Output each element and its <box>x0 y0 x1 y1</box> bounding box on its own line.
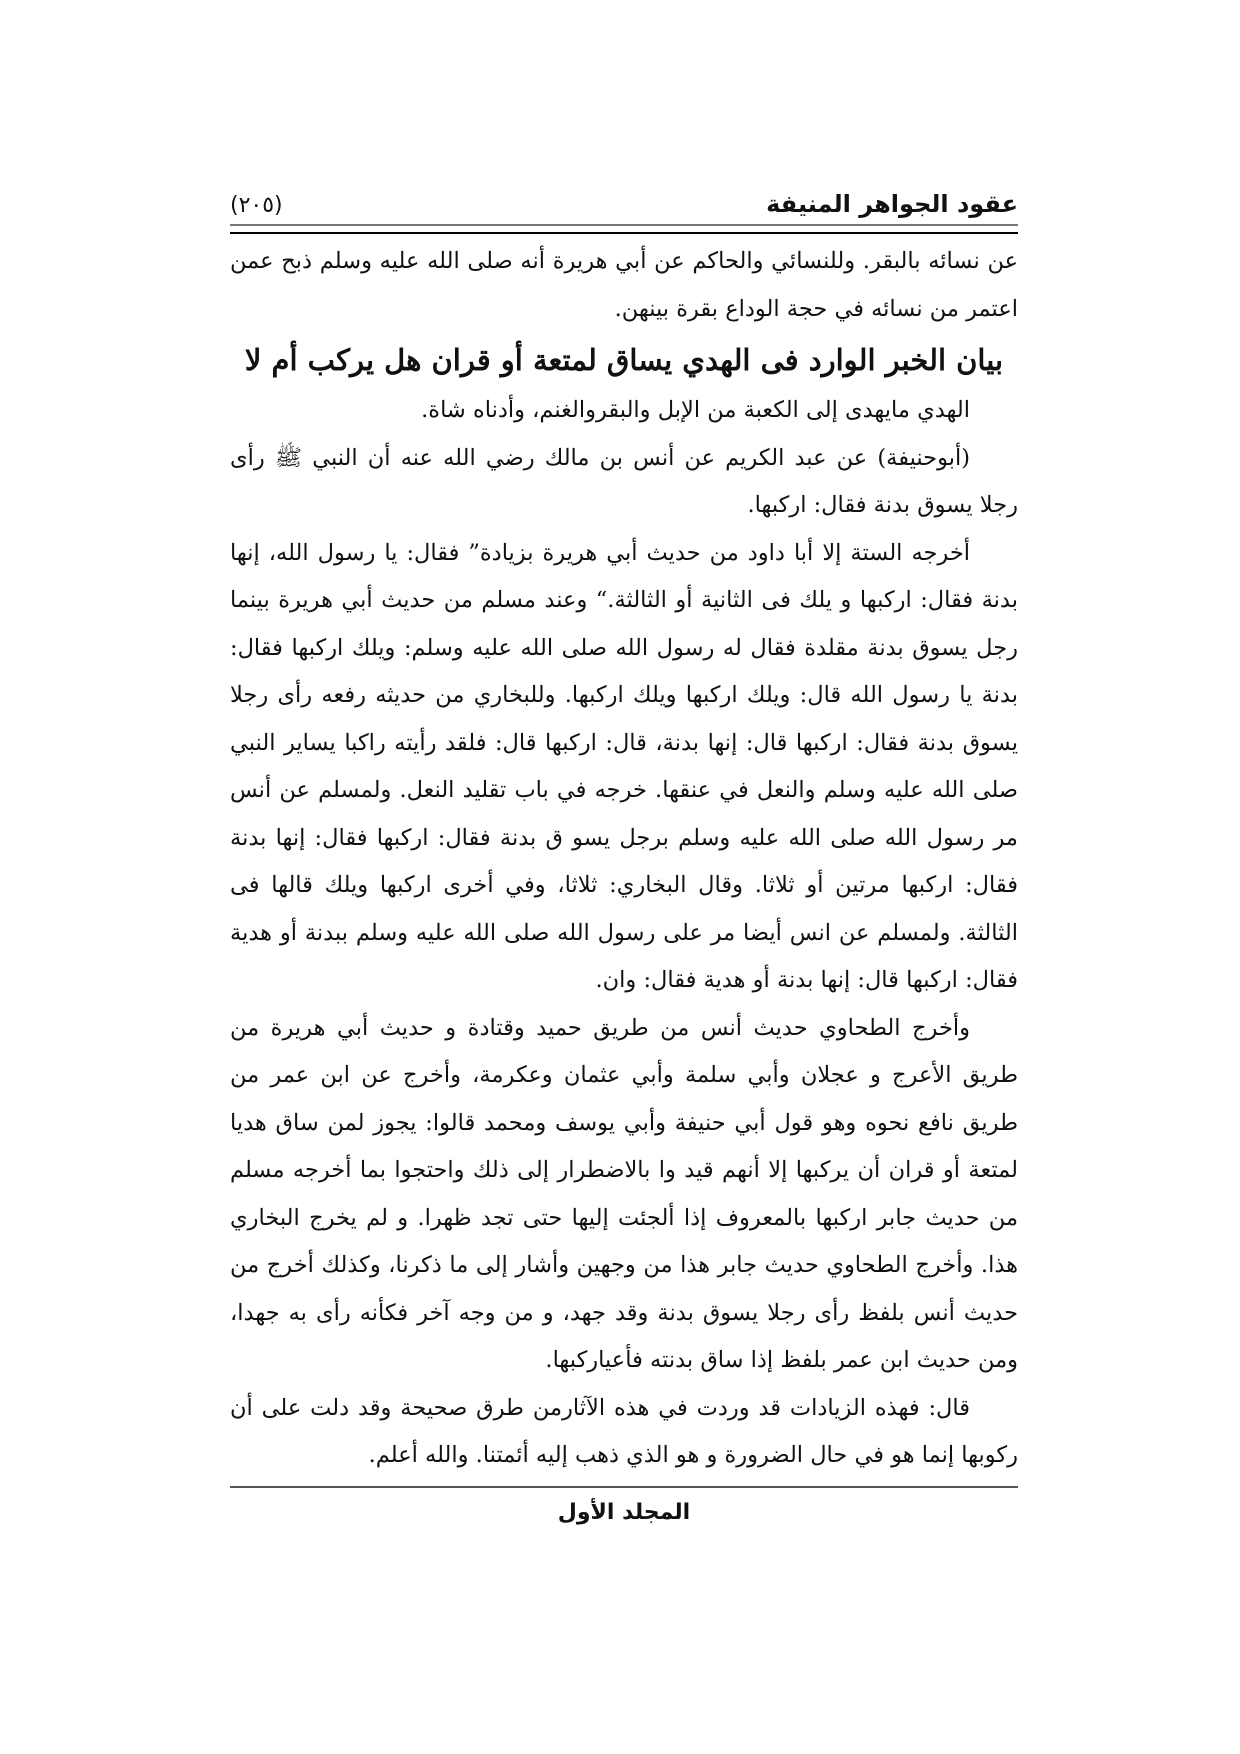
section-heading: بيان الخبر الوارد فى الهدي يساق لمتعة أو قران هل يركب أم لا <box>244 343 1004 377</box>
paragraph-conclusion: قال: فهذه الزيادات قد وردت في هذه الآثارمن طرق صحيحة وقد دلت على أن ركوبها إنما هو في حال الضرورة و هو الذي ذهب إليه أئمتنا. والله أعلم. <box>230 1394 1018 1468</box>
footer-rule <box>230 1486 1018 1488</box>
paragraph-tahawi: وأخرج الطحاوي حديث أنس من طريق حميد وقتادة و حديث أبي هريرة من طريق الأعرج و عجلان وأبي سلمة وأبي عثمان وعكرمة، وأخرج عن ابن عمر من طريق نافع نحوه وهو قول أبي حنيفة وأبي يوسف ومحمد قالوا: يجوز لمن ساق هديا لمتعة أو قران أن يركبها إلا أنهم قيد وا بالاضطرار إلى ذلك واحتجوا بما أخرجه مسلم من حديث جابر اركبها بالمعروف إذا ألجئت إليها حتى تجد ظهرا. و لم يخرج البخاري هذا. وأخرج الطحاوي حديث جابر هذا من وجهين وأشار إلى ما ذكرنا، وكذلك أخرج من حديث أنس بلفظ رأى رجلا يسوق بدنة وقد جهد، و من وجه آخر فكأنه رأى به جهدا، ومن حديث ابن عمر بلفظ إذا ساق بدنته فأعياركبها. <box>230 1014 1019 1373</box>
header-double-rule <box>230 224 1018 234</box>
paragraph-takhrij: أخرجه الستة إلا أبا داود من حديث أبي هريرة بزيادة” فقال: يا رسول الله، إنها بدنة فقال: اركبها و يلك فى الثانية أو الثالثة.“ وعند مسلم من حديث أبي هريرة بينما رجل يسوق بدنة مقلدة فقال له رسول الله صلى الله عليه وسلم: ويلك اركبها فقال: بدنة يا رسول الله قال: ويلك اركبها ويلك اركبها. وللبخاري من حديثه رفعه رأى رجلا يسوق بدنة فقال: اركبها قال: إنها بدنة، قال: اركبها قال: فلقد رأيته راكبا يساير النبي صلى الله عليه وسلم والنعل في عنقها. خرجه في باب تقليد النعل. ولمسلم عن أنس مر رسول الله صلى الله عليه وسلم برجل يسو ق بدنة فقال: اركبها فقال: إنها بدنة فقال: اركبها مرتين أو ثلاثا. وقال البخاري: ثلاثا، وفي أخرى اركبها ويلك قالها فى الثالثة. ولمسلم عن انس أيضا مر على رسول الله صلى الله عليه وسلم ببدنة أو هدية فقال: اركبها قال: إنها بدنة أو هدية فقال: وان. <box>230 539 1018 993</box>
book-title: عقود الجواهر المنيفة <box>766 190 1018 218</box>
paragraph-hadith: (أبوحنيفة) عن عبد الكريم عن أنس بن مالك رضي الله عنه أن النبي ﷺ رأى رجلا يسوق بدنة فقال: اركبها. <box>230 444 1018 518</box>
page-body <box>230 238 1018 1480</box>
page-header <box>230 180 1018 218</box>
volume-label: المجلد الأول <box>557 1499 691 1525</box>
page-number: (٢٠٥) <box>230 193 283 218</box>
intro-paragraph: عن نسائه بالبقر. وللنسائي والحاكم عن أبي هريرة أنه صلى الله عليه وسلم ذبح عمن اعتمر من نسائه في حجة الوداع بقرة بينهن. <box>230 248 1018 322</box>
book-page <box>230 180 1018 1525</box>
paragraph-definition: الهدي مايهدى إلى الكعبة من الإبل والبقروالغنم، وأدناه شاة. <box>421 397 970 423</box>
